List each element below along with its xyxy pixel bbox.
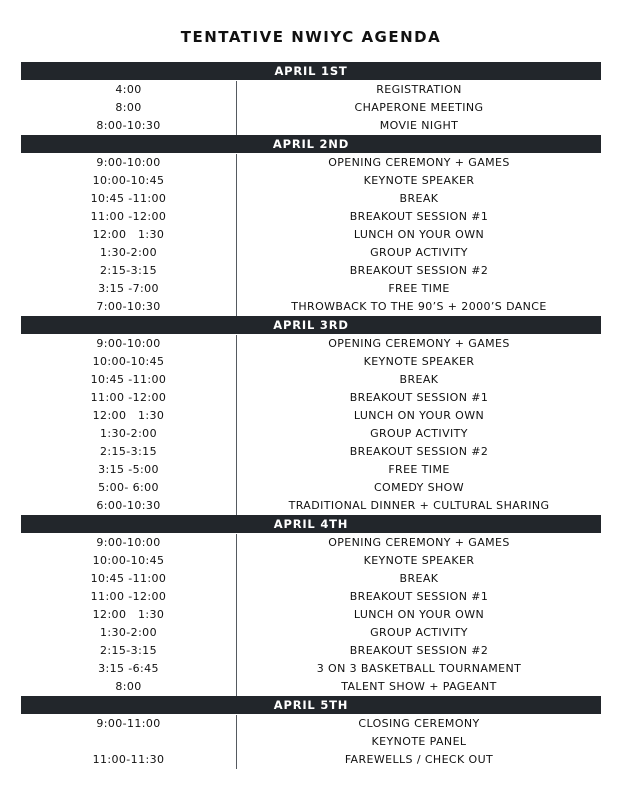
day-rows [21,153,601,316]
agenda-row [21,190,601,208]
time-cell: 6:00-10:30 [21,497,237,515]
event-cell: CLOSING CEREMONY [358,717,480,730]
agenda-row [21,298,601,316]
time-cell [21,733,237,751]
time-cell: 11:00-11:30 [21,751,237,769]
time-cell: 9:00-10:00 [21,335,237,353]
day-header: APRIL 2ND [21,135,601,153]
event-cell: CHAPERONE MEETING [354,101,484,114]
event-cell: TRADITIONAL DINNER + CULTURAL SHARING [288,499,550,512]
day-rows [21,533,601,696]
agenda-row [21,588,601,606]
event-cell: MOVIE NIGHT [379,119,459,132]
agenda-row [21,117,601,135]
day-rows [21,714,601,769]
agenda-row [21,552,601,570]
time-cell: 5:00- 6:00 [21,479,237,497]
time-cell: 9:00-11:00 [21,715,237,733]
time-cell: 8:00-10:30 [21,117,237,135]
day-section [21,135,601,316]
event-cell: KEYNOTE SPEAKER [363,355,475,368]
event-cell: OPENING CEREMONY + GAMES [328,536,510,549]
agenda-row [21,208,601,226]
agenda-row [21,606,601,624]
event-cell: THROWBACK TO THE 90’S + 2000’S DANCE [291,300,547,313]
event-cell: BREAK [399,192,439,205]
time-cell: 2:15-3:15 [21,262,237,280]
agenda-row [21,751,601,769]
page-title: TENTATIVE NWIYC AGENDA [180,28,442,46]
agenda-row [21,81,601,99]
event-cell: KEYNOTE PANEL [371,735,467,748]
time-cell: 4:00 [21,81,237,99]
agenda-row [21,642,601,660]
time-cell: 12:00 1:30 [21,407,237,425]
time-cell: 2:15-3:15 [21,642,237,660]
time-cell: 8:00 [21,678,237,696]
time-cell: 11:00 -12:00 [21,208,237,226]
day-header: APRIL 5TH [21,696,601,714]
event-cell: KEYNOTE SPEAKER [363,174,475,187]
agenda-row [21,660,601,678]
agenda-row [21,226,601,244]
agenda-row [21,335,601,353]
time-cell: 10:45 -11:00 [21,190,237,208]
event-cell: KEYNOTE SPEAKER [363,554,475,567]
time-cell: 12:00 1:30 [21,606,237,624]
agenda-row [21,715,601,733]
time-cell: 11:00 -12:00 [21,588,237,606]
agenda-row [21,172,601,190]
time-cell: 1:30-2:00 [21,624,237,642]
event-cell: BREAKOUT SESSION #2 [349,644,489,657]
event-cell: LUNCH ON YOUR OWN [353,409,485,422]
time-cell: 7:00-10:30 [21,298,237,316]
agenda-table [21,62,601,769]
time-cell: 9:00-10:00 [21,534,237,552]
event-cell: 3 ON 3 BASKETBALL TOURNAMENT [316,662,522,675]
event-cell: FREE TIME [388,282,450,295]
day-header: APRIL 3RD [21,316,601,334]
event-cell: BREAK [399,373,439,386]
agenda-row [21,154,601,172]
agenda-row [21,497,601,515]
event-cell: GROUP ACTIVITY [370,246,468,259]
time-cell: 1:30-2:00 [21,244,237,262]
day-rows [21,334,601,515]
event-cell: OPENING CEREMONY + GAMES [328,156,510,169]
agenda-row [21,479,601,497]
event-cell: BREAKOUT SESSION #1 [349,391,489,404]
day-header: APRIL 1ST [21,62,601,80]
day-section [21,62,601,135]
time-cell: 10:00-10:45 [21,353,237,371]
event-cell: BREAKOUT SESSION #1 [349,210,489,223]
time-cell: 2:15-3:15 [21,443,237,461]
event-cell: GROUP ACTIVITY [370,626,468,639]
agenda-row [21,443,601,461]
agenda-row [21,99,601,117]
day-section [21,515,601,696]
time-cell: 3:15 -6:45 [21,660,237,678]
day-rows [21,80,601,135]
agenda-row [21,407,601,425]
agenda-row [21,461,601,479]
event-cell: OPENING CEREMONY + GAMES [328,337,510,350]
time-cell: 11:00 -12:00 [21,389,237,407]
time-cell: 10:45 -11:00 [21,570,237,588]
time-cell: 3:15 -7:00 [21,280,237,298]
agenda-row [21,425,601,443]
event-cell: COMEDY SHOW [373,481,465,494]
event-cell: REGISTRATION [376,83,462,96]
agenda-row [21,733,601,751]
agenda-row [21,570,601,588]
time-cell: 10:00-10:45 [21,172,237,190]
agenda-row [21,244,601,262]
time-cell: 10:00-10:45 [21,552,237,570]
event-cell: FREE TIME [388,463,450,476]
event-cell: BREAKOUT SESSION #2 [349,264,489,277]
agenda-row [21,353,601,371]
event-cell: BREAKOUT SESSION #2 [349,445,489,458]
agenda-row [21,371,601,389]
day-header: APRIL 4TH [21,515,601,533]
event-cell: BREAK [399,572,439,585]
event-cell: LUNCH ON YOUR OWN [353,608,485,621]
event-cell: GROUP ACTIVITY [370,427,468,440]
event-cell: FAREWELLS / CHECK OUT [344,753,494,766]
time-cell: 9:00-10:00 [21,154,237,172]
time-cell: 3:15 -5:00 [21,461,237,479]
day-section [21,316,601,515]
event-cell: BREAKOUT SESSION #1 [349,590,489,603]
event-cell: TALENT SHOW + PAGEANT [341,680,497,693]
agenda-row [21,280,601,298]
time-cell: 10:45 -11:00 [21,371,237,389]
day-section [21,696,601,769]
time-cell: 12:00 1:30 [21,226,237,244]
agenda-row [21,624,601,642]
time-cell: 1:30-2:00 [21,425,237,443]
time-cell: 8:00 [21,99,237,117]
agenda-row [21,678,601,696]
agenda-row [21,262,601,280]
agenda-row [21,534,601,552]
agenda-row [21,389,601,407]
event-cell: LUNCH ON YOUR OWN [353,228,485,241]
